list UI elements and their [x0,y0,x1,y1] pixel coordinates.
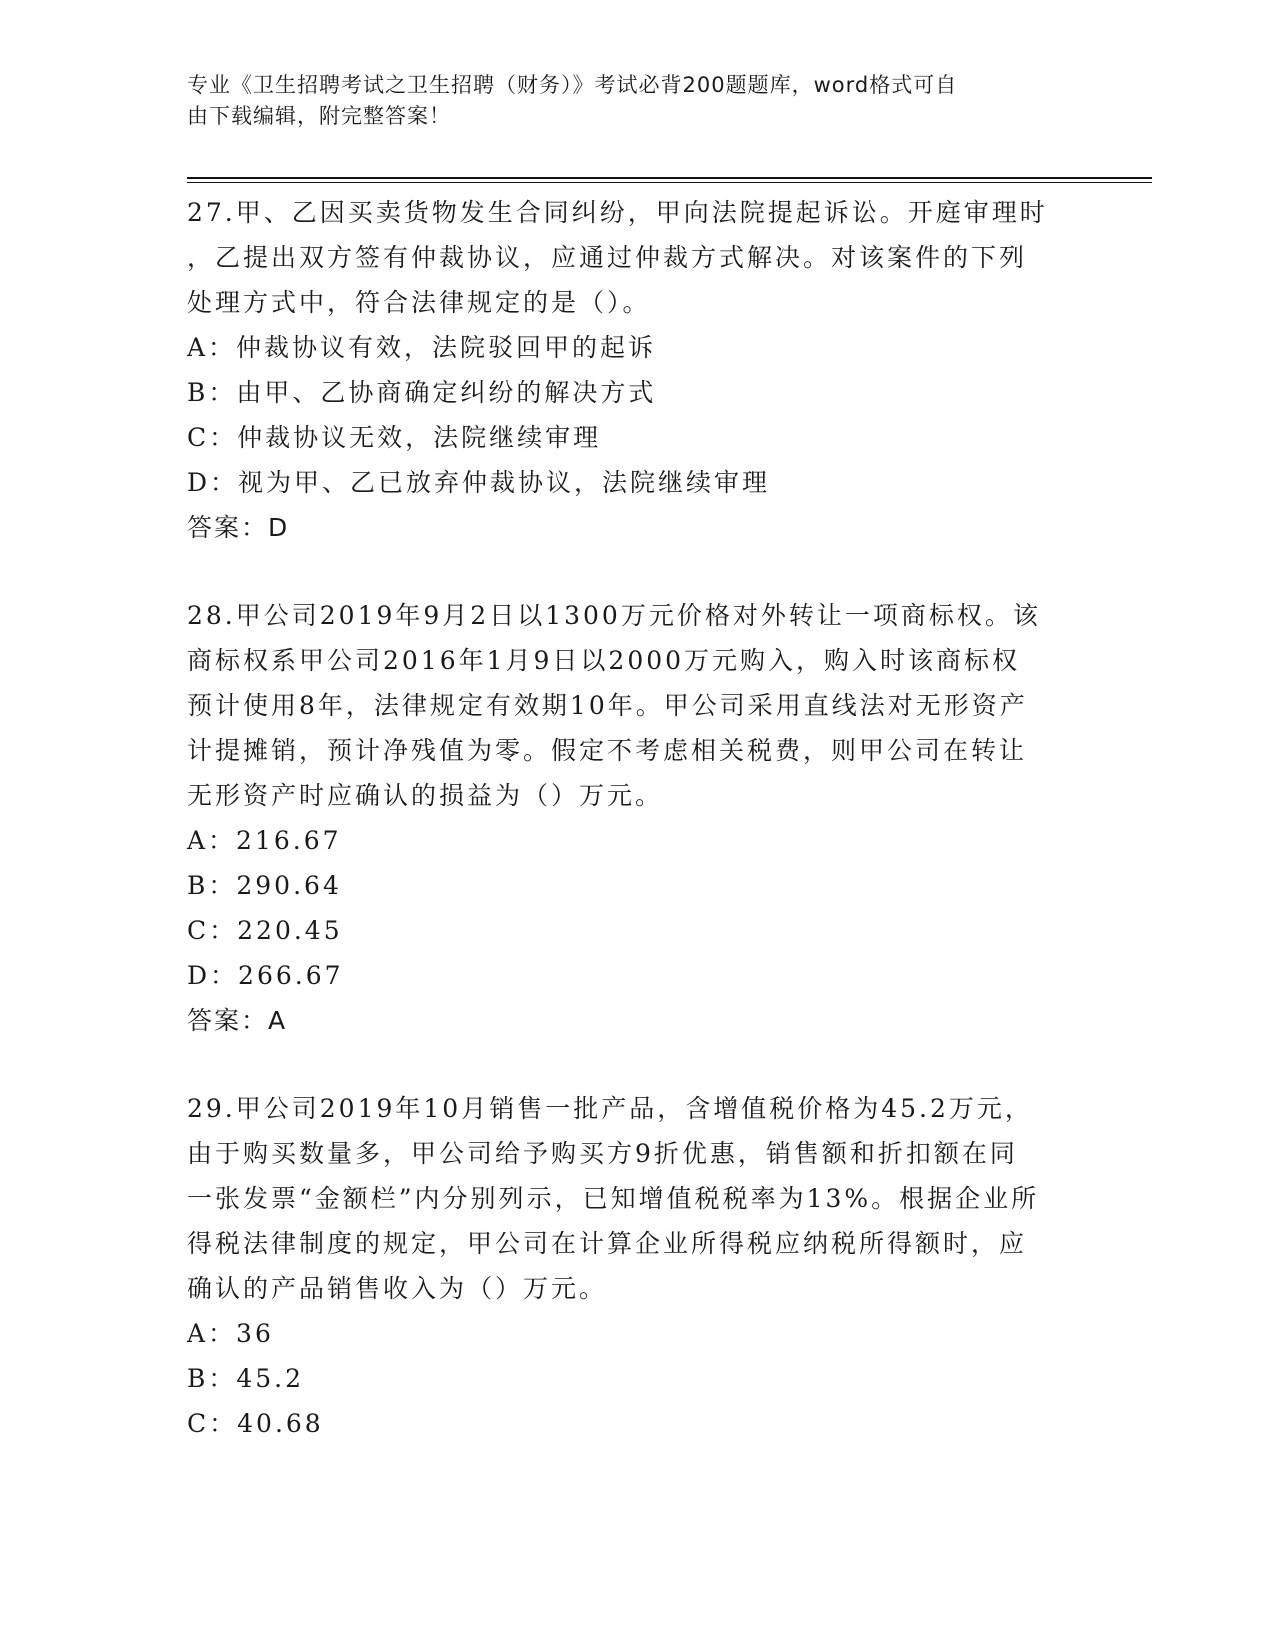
question-line: 28.甲公司2019年9月2日以1300万元价格对外转让一项商标权。该 [187,601,1041,630]
question-line: 确认的产品销售收入为（）万元。 [187,1274,608,1303]
header-rule-thick [187,177,1152,179]
answer: 答案：D [187,513,290,542]
question-text [187,190,1087,325]
question-text [187,1086,1087,1311]
question-line: 计提摊销，预计净残值为零。假定不考虑相关税费，则甲公司在转让 [187,736,1028,765]
option-a: A：36 [187,1319,274,1348]
header-rule-thin [187,182,1152,183]
answer: 答案：A [187,1006,288,1035]
option-c: C：仲裁协议无效，法院继续审理 [187,423,602,452]
question-28 [187,593,1087,1043]
question-line: 无形资产时应确认的损益为（）万元。 [187,781,664,810]
question-text [187,593,1087,818]
question-list [187,190,1087,1489]
question-line: 27.甲、乙因买卖货物发生合同纠纷，甲向法院提起诉讼。开庭审理时 [187,198,1048,227]
question-line: 29.甲公司2019年10月销售一批产品，含增值税价格为45.2万元， [187,1094,1033,1123]
question-29 [187,1086,1087,1446]
document-header [187,70,1067,132]
option-b: B：45.2 [187,1364,305,1393]
option-c: C：40.68 [187,1409,324,1438]
question-line: 处理方式中，符合法律规定的是（）。 [187,288,651,317]
option-c: C：220.45 [187,916,343,945]
question-line: ，乙提出双方签有仲裁协议，应通过仲裁方式解决。对该案件的下列 [187,243,1028,272]
option-d: D：266.67 [187,961,344,990]
question-27 [187,190,1087,550]
option-b: B：由甲、乙协商确定纠纷的解决方式 [187,378,657,407]
question-line: 商标权系甲公司2016年1月9日以2000万元购入，购入时该商标权 [187,646,1021,675]
option-a: A：216.67 [187,826,342,855]
question-line: 一张发票“金额栏”内分别列示，已知增值税税率为13%。根据企业所 [187,1184,1040,1213]
question-line: 得税法律制度的规定，甲公司在计算企业所得税应纳税所得额时，应 [187,1229,1028,1258]
question-line: 由于购买数量多，甲公司给予购买方9折优惠，销售额和折扣额在同 [187,1139,1018,1168]
option-b: B：290.64 [187,871,342,900]
header-line-2: 由下载编辑，附完整答案！ [187,104,451,128]
option-d: D：视为甲、乙已放弃仲裁协议，法院继续审理 [187,468,771,497]
question-line: 预计使用8年，法律规定有效期10年。甲公司采用直线法对无形资产 [187,691,1028,720]
header-line-1: 专业《卫生招聘考试之卫生招聘（财务）》考试必背200题题库，word格式可自 [187,73,958,97]
option-a: A：仲裁协议有效，法院驳回甲的起诉 [187,333,657,362]
